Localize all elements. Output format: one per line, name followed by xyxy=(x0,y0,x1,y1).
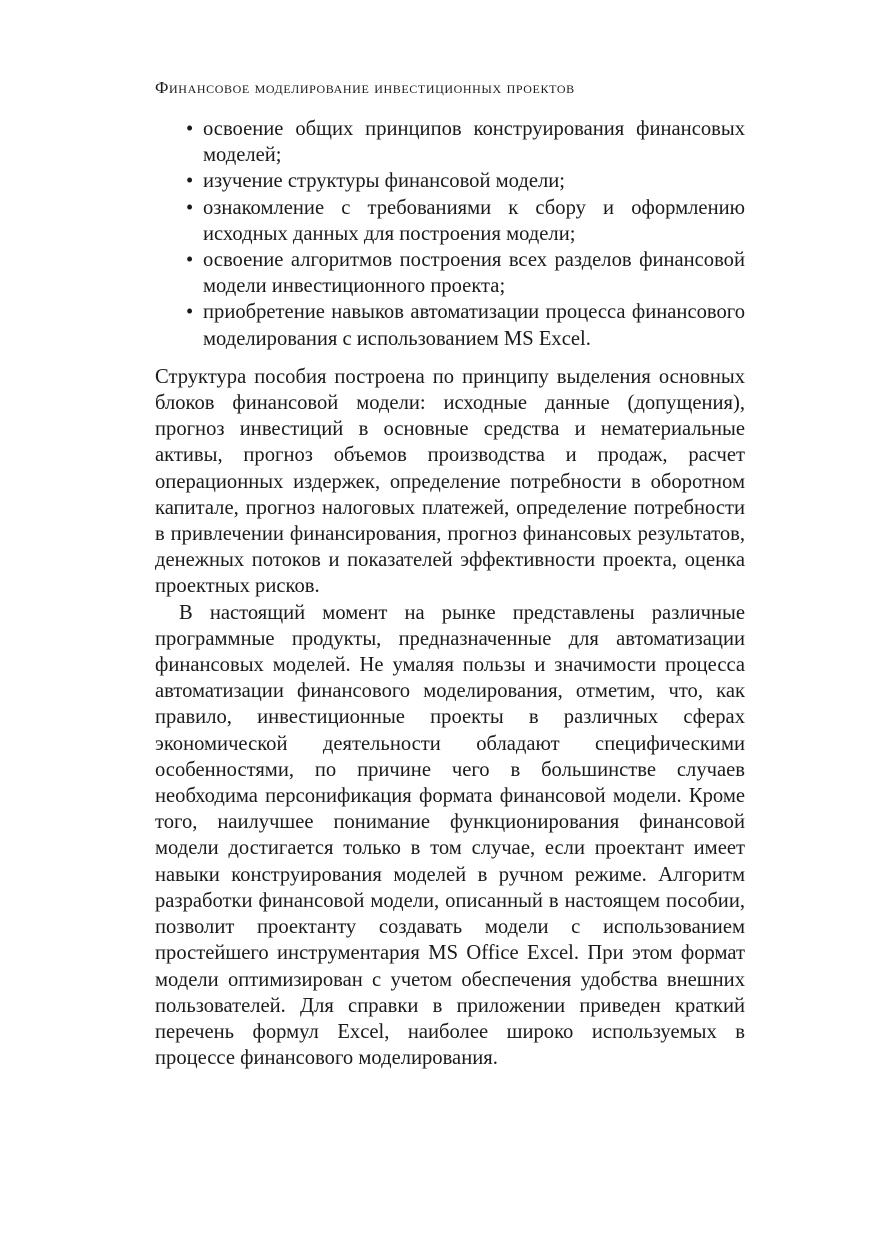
bullet-icon: • xyxy=(186,301,194,324)
bullet-icon: • xyxy=(186,118,194,140)
paragraph-software: В настоящий момент на рынке представлены различные программные продукты, предназначенные для автоматизации финансовых моделей. Не умаляя пользы и значимости процесса автоматизации финансового моделирования, отметим, что, как правило, инвестиционные проекты в различных сферах экономической деятельности обладают специфическими особенностями, по причине чего в большинстве случаев необходима персонификация формата финансовой модели. Кроме того, наилучшее понимание функционирования финансовой модели достигается только в том случае, если проектант имеет навыки конструирования моделей в ручном режиме. Алгоритм разработки финансовой модели, описанный в настоящем пособии, позволит проектанту создавать модели с использованием простейшего инструментария MS Office Excel. При этом формат модели оптимизирован с учетом обеспечения удобства внешних пользователей. Для справки в приложении приведен краткий перечень формул Excel, наиболее широко используемых в процессе финансового моделирования. xyxy=(155,601,745,1070)
list-item xyxy=(186,116,745,168)
list-item xyxy=(186,247,745,299)
running-head: Финансовое моделирование инвестиционных проектов xyxy=(155,78,575,97)
paragraph-structure: Структура пособия построена по принципу выделения основных блоков финансовой модели: исходные данные (допущения), прогноз инвестиций в основные средства и нематериальные активы, прогноз объемов производства и продаж, расчет операционных издержек, определение потребности в оборотном капитале, прогноз налоговых платежей, определение потребности в привлечении финансирования, прогноз финансовых результатов, денежных потоков и показателей эффективности проекта, оценка проектных рисков. xyxy=(155,365,745,598)
list-item xyxy=(186,195,745,247)
page-body xyxy=(155,116,745,1071)
list-item xyxy=(186,299,745,351)
bullet-icon: • xyxy=(186,170,194,193)
list-item-text: изучение структуры финансовой модели; xyxy=(203,170,566,193)
list-item-text: освоение общих принципов конструирования финансовых моделей; xyxy=(203,118,745,167)
bullet-icon: • xyxy=(186,196,194,219)
list-item-text: ознакомление с требованиями к сбору и оформлению исходных данных для построения модели; xyxy=(203,196,745,245)
list-item-text: освоение алгоритмов построения всех разделов финансовой модели инвестиционного проекта; xyxy=(203,249,745,298)
bullet-icon: • xyxy=(186,249,194,272)
list-item xyxy=(186,168,745,194)
bullet-list xyxy=(155,116,745,352)
list-item-text: приобретение навыков автоматизации процесса финансового моделирования с использованием MS Excel. xyxy=(203,301,745,350)
